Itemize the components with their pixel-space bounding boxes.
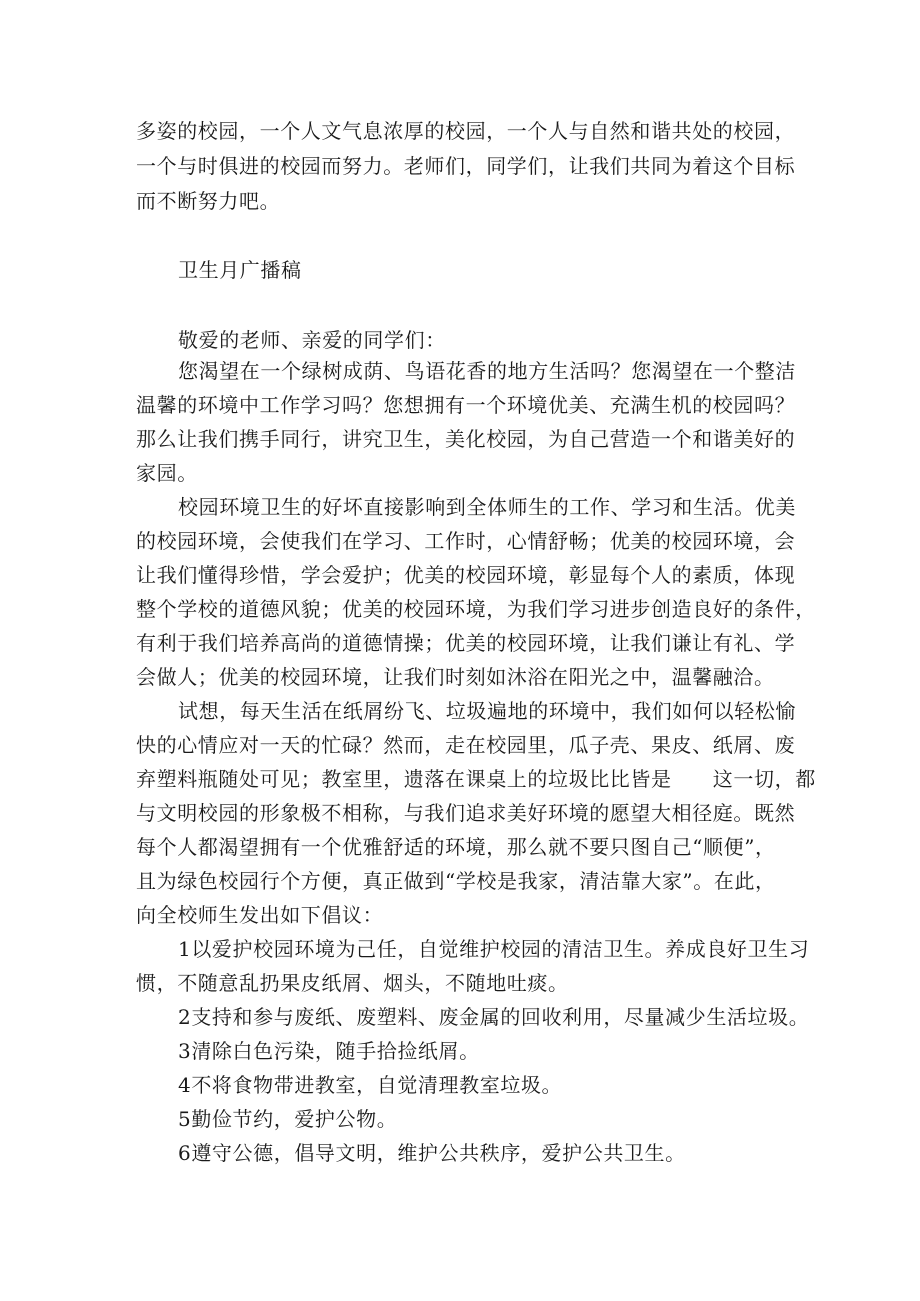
intro-line: 一个与时俱进的校园而努力。老师们，同学们，让我们共同为着这个目标: [136, 154, 796, 178]
paragraph-line: 整个学校的道德风貌；优美的校园环境，为我们学习进步创造良好的条件，: [136, 597, 816, 621]
paragraph-line: 那么让我们携手同行，讲究卫生，美化校园，为自己营造一个和谐美好的: [136, 427, 796, 451]
intro-line: 而不断努力吧。: [136, 189, 281, 213]
paragraph-line: 家园。: [136, 461, 198, 485]
paragraph-line: 且为绿色校园行个方便，真正做到“学校是我家，清洁靠大家”。在此，: [136, 869, 776, 893]
paragraph-line: 每个人都渴望拥有一个优雅舒适的环境，那么就不要只图自己“顺便”，: [136, 835, 776, 859]
paragraph-line: 试想，每天生活在纸屑纷飞、垃圾遍地的环境中，我们如何以轻松愉: [178, 699, 796, 723]
salutation: 敬爱的老师、亲爱的同学们：: [178, 328, 446, 352]
proposal-item: 惯，不随意乱扔果皮纸屑、烟头，不随地吐痰。: [136, 971, 569, 995]
paragraph-line: 温馨的环境中工作学习吗？您想拥有一个环境优美、充满生机的校园吗？: [136, 393, 796, 417]
proposal-item: 3清除白色污染，随手拾捡纸屑。: [178, 1039, 480, 1063]
paragraph-line: 快的心情应对一天的忙碌？然而，走在校园里，瓜子壳、果皮、纸屑、废: [136, 733, 796, 757]
proposal-item: 2支持和参与废纸、废塑料、废金属的回收利用，尽量减少生活垃圾。: [178, 1005, 810, 1029]
document-title: 卫生月广播稿: [178, 258, 302, 282]
paragraph-line: 校园环境卫生的好坏直接影响到全体师生的工作、学习和生活。优美: [178, 495, 796, 519]
paragraph-line: 有利于我们培养高尚的道德情操；优美的校园环境，让我们谦让有礼、学: [136, 631, 796, 655]
paragraph-line: 会做人；优美的校园环境，让我们时刻如沐浴在阳光之中，温馨融洽。: [136, 665, 775, 689]
paragraph-line: 您渴望在一个绿树成荫、鸟语花香的地方生活吗？您渴望在一个整洁: [178, 359, 796, 383]
proposal-item: 6遵守公德，倡导文明，维护公共秩序，爱护公共卫生。: [178, 1141, 686, 1165]
paragraph-line: 与文明校园的形象极不相称，与我们追求美好环境的愿望大相径庭。既然: [136, 801, 796, 825]
paragraph-line: 的校园环境，会使我们在学习、工作时，心情舒畅；优美的校园环境，会: [136, 529, 796, 553]
paragraph-line: 让我们懂得珍惜，学会爱护；优美的校园环境，彰显每个人的素质，体现: [136, 563, 796, 587]
proposal-item: 1以爱护校园环境为己任，自觉维护校园的清洁卫生。养成良好卫生习: [178, 937, 810, 961]
intro-line: 多姿的校园，一个人文气息浓厚的校园，一个人与自然和谐共处的校园，: [136, 119, 796, 143]
proposal-item: 5勤俭节约，爱护公物。: [178, 1107, 398, 1131]
paragraph-line: 向全校师生发出如下倡议：: [136, 903, 384, 927]
proposal-item: 4不将食物带进教室，自觉清理教室垃圾。: [178, 1073, 563, 1097]
paragraph-line: 弃塑料瓶随处可见；教室里，遗落在课桌上的垃圾比比皆是 这一切，都: [136, 767, 816, 791]
